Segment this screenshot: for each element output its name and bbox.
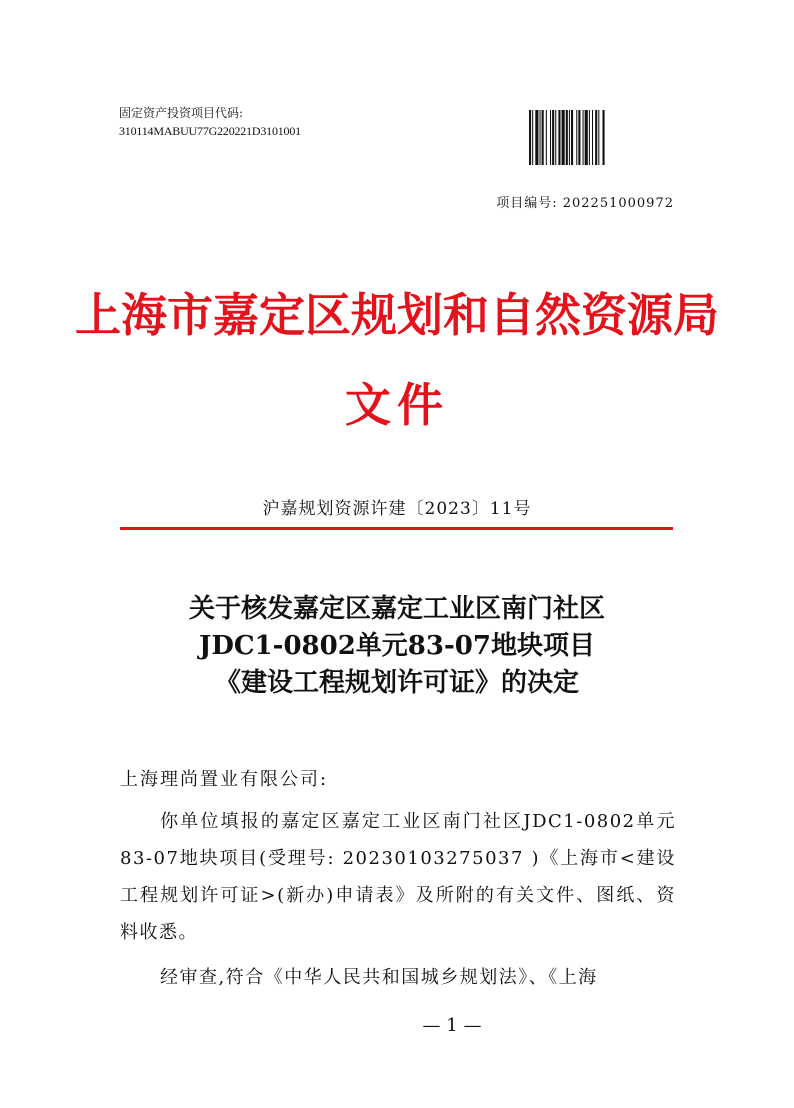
document-title-line: 关于核发嘉定区嘉定工业区南门社区 bbox=[188, 594, 605, 624]
agency-subtitle: 文件 bbox=[345, 378, 449, 432]
barcode-bar bbox=[566, 110, 568, 165]
barcode-bar bbox=[546, 110, 547, 165]
barcode-bar bbox=[576, 110, 577, 165]
barcode-bar bbox=[542, 110, 544, 165]
barcode-bar bbox=[550, 110, 551, 165]
barcode-bar bbox=[558, 110, 560, 165]
document-number: 沪嘉规划资源许建〔2023〕11号 bbox=[262, 499, 532, 519]
barcode-bar bbox=[585, 110, 588, 165]
body-paragraph: 你单位填报的嘉定区嘉定工业区南门社区JDC1-0802单元83-07地块项目(受理号: 20230103275037 )《上海市<建设工程规划许可证>(新办)申请表》及所附的有关文件、图纸、资料收悉。 bbox=[120, 811, 676, 943]
barcode-bar bbox=[589, 110, 590, 165]
barcode-bar bbox=[562, 110, 565, 165]
barcode-bar bbox=[578, 110, 580, 165]
project-number: 项目编号: 202251000972 bbox=[496, 196, 674, 211]
barcode-bar bbox=[603, 110, 605, 165]
page-number: — 1 — bbox=[422, 1015, 482, 1036]
agency-title: 上海市嘉定区规划和自然资源局 bbox=[75, 288, 719, 342]
barcode-image bbox=[529, 110, 671, 165]
barcode-bar bbox=[571, 110, 573, 165]
barcode-bar bbox=[595, 110, 597, 165]
barcode-bar bbox=[535, 110, 538, 165]
barcode-bar bbox=[532, 110, 533, 165]
barcode-bar bbox=[598, 110, 599, 165]
document-title bbox=[0, 591, 794, 702]
red-divider-line bbox=[120, 527, 673, 530]
body-paragraph: 经审查,符合《中华人民共和国城乡规划法》、《上海 bbox=[160, 967, 598, 988]
barcode-bar bbox=[529, 110, 531, 165]
investment-code-value: 310114MABUU77G220221D3101001 bbox=[119, 124, 301, 138]
barcode-bar bbox=[555, 110, 556, 165]
barcode-bar bbox=[552, 110, 554, 165]
document-title-line: JDC1-0802单元83-07地块项目 bbox=[199, 631, 595, 661]
barcode-bar bbox=[540, 110, 541, 165]
recipient-line: 上海理尚置业有限公司: bbox=[120, 769, 329, 790]
barcode-bar bbox=[592, 110, 593, 165]
barcode-bar bbox=[583, 110, 584, 165]
investment-code-label: 固定资产投资项目代码: bbox=[119, 106, 244, 120]
document-title-line: 《建设工程规划许可证》的决定 bbox=[214, 668, 579, 698]
barcode-bar bbox=[569, 110, 570, 165]
